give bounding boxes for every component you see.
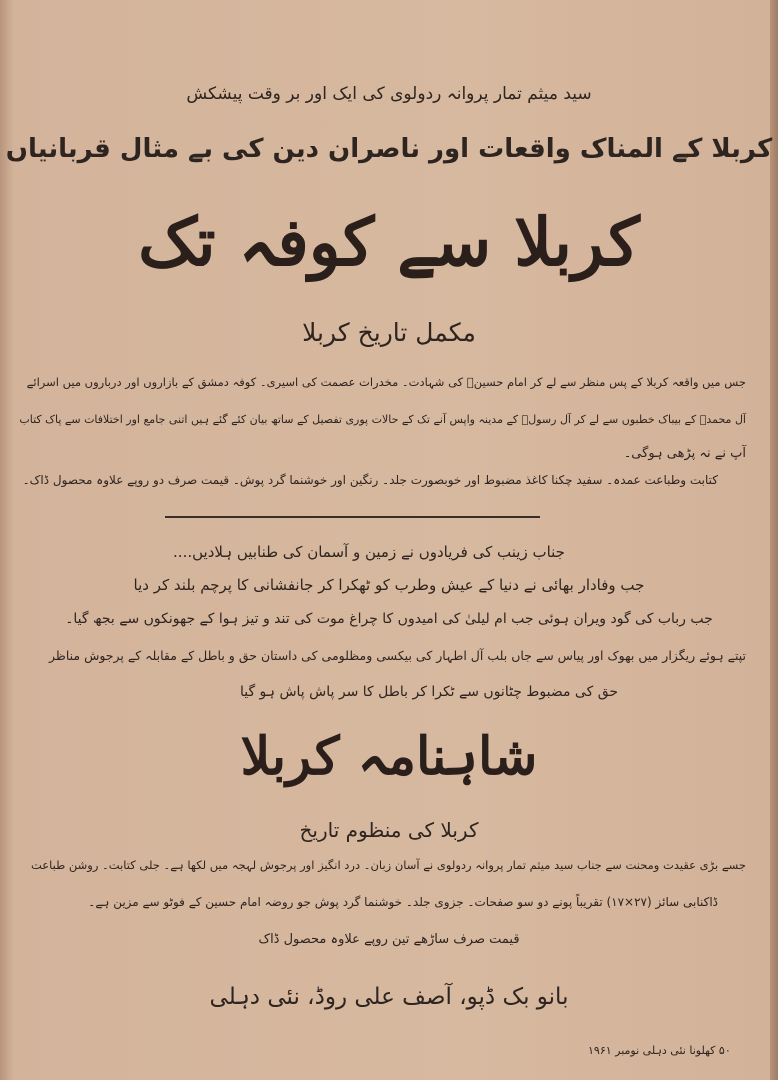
book2-desc-2: ڈاکنابی سائز (۲۷×۱۷) تقریباً پونے دو سو صفحات۔ جزوی جلد۔ خوشنما گرد پوش جو روضہ امام حسین کے فوٹو سے مزین ہے۔ [88, 895, 718, 909]
book1-desc-4: کتابت وطباعت عمدہ۔ سفید چکنا کاغذ مضبوط اور خوبصورت جلد۔ رنگین اور خوشنما گرد پوش۔ قیمت صرف دو روپے علاوہ محصول ڈاک۔ [22, 473, 718, 487]
page-footer: ۵۰ کھلونا نئی دہلی نومبر ۱۹۶۱ [588, 1044, 731, 1057]
book1-desc-3: آپ نے نہ پڑھی ہوگی۔ [623, 446, 746, 461]
verse-2: جب وفادار بھائی نے دنیا کے عیش وطرب کو ٹھکرا کر جانفشانی کا پرچم بلند کر دیا [133, 576, 645, 594]
presenter-line: سید میثم تمار پروانہ ردولوی کی ایک اور بر وقت پیشکش [186, 84, 592, 104]
book2-title: شاہنامہ کربلا [240, 726, 538, 787]
book2-desc-1: جسے بڑی عقیدت ومحنت سے جناب سید میثم تمار پروانہ ردولوی نے آسان زبان۔ درد انگیز اور پرجوش لہجہ میں لکھا ہے۔ جلی کتابت۔ روشن طباعت [30, 858, 746, 872]
book1-desc-2: آل محمدؐ کے بیباک خطبوں سے لے کر آل رسولؐ کے مدینہ واپس آنے تک کے حالات پوری تفصیل کے ساتھ بیان کئے گئے ہیں اتنی جامع اور اختلافات سے پاک کتاب [19, 413, 746, 426]
book1-subtitle: مکمل تاریخ کربلا [302, 318, 476, 347]
book2-price: قیمت صرف ساڑھے تین روپے علاوہ محصول ڈاک [258, 932, 520, 947]
book1-desc-1: جس میں واقعہ کربلا کے پس منظر سے لے کر امام حسینؑ کی شہادت۔ مخدرات عصمت کی اسیری۔ کوفہ دمشق کے بازاروں اور درباروں میں اسرائے [26, 375, 746, 389]
book1-title: کربلا سے کوفہ تک [138, 203, 640, 281]
verse-1: جناب زینب کی فریادوں نے زمین و آسمان کی طنابیں ہلادیں.... [173, 543, 565, 561]
verse-3: جب رباب کی گود ویران ہوئی جب ام لیلیٰ کی امیدوں کا چراغ موت کی تند و تیز ہوا کے جھونکوں سے بجھ گیا۔ [65, 611, 713, 627]
book2-subtitle: کربلا کی منظوم تاریخ [299, 818, 479, 842]
verse-5: حق کی مضبوط چٹانوں سے ٹکرا کر باطل کا سر پاش پاش ہو گیا [239, 684, 619, 700]
tagline: کربلا کے المناک واقعات اور ناصران دین کی بے مثال قربانیاں [5, 134, 773, 164]
verse-4: تپتے ہوئے ریگزار میں بھوک اور پیاس سے جاں بلب آل اطہار کی بیکسی ومظلومی کی داستان حق و باطل کے مقابلہ کے پرجوش مناظر [49, 648, 746, 663]
publisher-address: بانو بک ڈپو، آصف علی روڈ، نئی دہلی [209, 984, 569, 1010]
section-divider [165, 516, 540, 518]
